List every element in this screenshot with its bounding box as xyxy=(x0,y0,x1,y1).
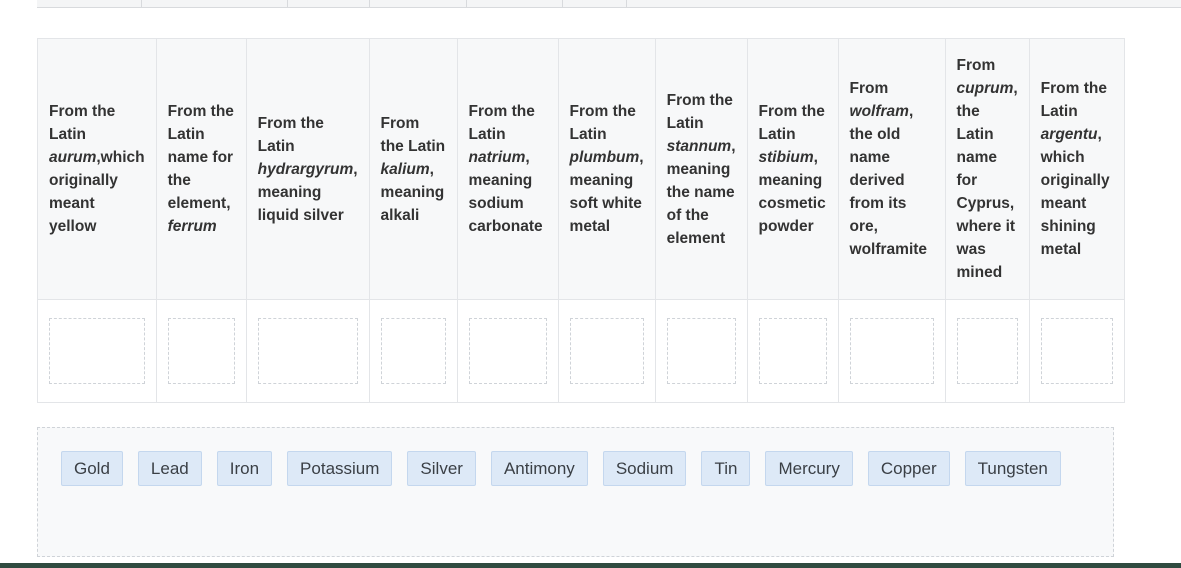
top-toolbar-strip xyxy=(37,0,1181,8)
drop-zone[interactable] xyxy=(168,318,235,384)
drop-zone[interactable] xyxy=(258,318,358,384)
answer-chip-tungsten[interactable]: Tungsten xyxy=(965,451,1061,486)
drop-cell xyxy=(457,300,558,403)
footer-bar xyxy=(0,563,1181,568)
drop-zone[interactable] xyxy=(1041,318,1113,384)
drop-cell xyxy=(246,300,369,403)
drop-zone[interactable] xyxy=(667,318,736,384)
drop-cell xyxy=(838,300,945,403)
toolbar-divider xyxy=(369,0,370,7)
answer-chip-tin[interactable]: Tin xyxy=(701,451,750,486)
drop-cell xyxy=(38,300,157,403)
drop-cell xyxy=(655,300,747,403)
drop-zone[interactable] xyxy=(957,318,1018,384)
answer-chip-gold[interactable]: Gold xyxy=(61,451,123,486)
matching-table xyxy=(37,38,1125,403)
drop-zone[interactable] xyxy=(469,318,547,384)
drop-cell xyxy=(369,300,457,403)
drop-cell xyxy=(558,300,655,403)
answer-chip-sodium[interactable]: Sodium xyxy=(603,451,687,486)
toolbar-divider xyxy=(626,0,627,7)
drop-zone[interactable] xyxy=(759,318,827,384)
answer-chip-antimony[interactable]: Antimony xyxy=(491,451,588,486)
description-cell: From the Latin hydrargyrum, meaning liquid silver xyxy=(246,39,369,300)
drop-zone-row xyxy=(38,300,1125,403)
drop-cell xyxy=(1029,300,1124,403)
toolbar-divider xyxy=(466,0,467,7)
drop-zone[interactable] xyxy=(570,318,644,384)
description-cell: From cuprum, the Latin name for Cyprus, where it was mined xyxy=(945,39,1029,300)
toolbar-divider xyxy=(141,0,142,7)
drop-zone[interactable] xyxy=(49,318,145,384)
drop-cell xyxy=(747,300,838,403)
description-cell: From the Latin natrium, meaning sodium carbonate xyxy=(457,39,558,300)
description-cell: From the Latin aurum,which originally meant yellow xyxy=(38,39,157,300)
description-cell: From the Latin argentu, which originally meant shining metal xyxy=(1029,39,1124,300)
description-cell: From the Latin plumbum, meaning soft white metal xyxy=(558,39,655,300)
description-cell: From the Latin kalium, meaning alkali xyxy=(369,39,457,300)
answer-chip-silver[interactable]: Silver xyxy=(407,451,476,486)
answer-chip-mercury[interactable]: Mercury xyxy=(765,451,852,486)
answer-chip-potassium[interactable]: Potassium xyxy=(287,451,392,486)
description-row xyxy=(38,39,1125,300)
answer-chip-lead[interactable]: Lead xyxy=(138,451,202,486)
answer-chip-copper[interactable]: Copper xyxy=(868,451,950,486)
drop-cell xyxy=(945,300,1029,403)
answer-bank xyxy=(37,427,1114,557)
description-cell: From the Latin name for the element, ferrum xyxy=(156,39,246,300)
description-cell: From wolfram, the old name derived from its ore, wolframite xyxy=(838,39,945,300)
description-cell: From the Latin stannum, meaning the name of the element xyxy=(655,39,747,300)
drop-zone[interactable] xyxy=(381,318,446,384)
description-cell: From the Latin stibium, meaning cosmetic powder xyxy=(747,39,838,300)
toolbar-divider xyxy=(287,0,288,7)
toolbar-divider xyxy=(562,0,563,7)
drop-cell xyxy=(156,300,246,403)
answer-chip-iron[interactable]: Iron xyxy=(217,451,272,486)
drop-zone[interactable] xyxy=(850,318,934,384)
